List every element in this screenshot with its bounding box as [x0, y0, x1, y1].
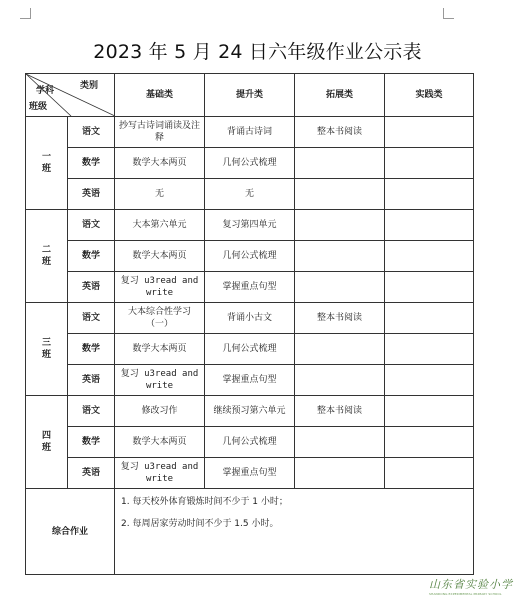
improve-homework-cell: 背诵古诗词 — [205, 117, 295, 148]
table-row — [26, 272, 474, 303]
practice-homework-cell — [385, 241, 474, 272]
expand-homework-cell — [295, 365, 385, 396]
table-row — [26, 334, 474, 365]
improve-homework-cell: 几何公式梳理 — [205, 241, 295, 272]
practice-homework-cell — [385, 365, 474, 396]
practice-homework-cell — [385, 427, 474, 458]
practice-homework-cell — [385, 458, 474, 489]
practice-homework-cell — [385, 179, 474, 210]
page-title: 2023 年 5 月 24 日六年级作业公示表 — [93, 41, 422, 63]
class-name: 四班 — [41, 431, 51, 453]
class-name-cell — [26, 210, 68, 303]
class-name-cell — [26, 303, 68, 396]
subject-cell: 语文 — [68, 396, 115, 427]
practice-homework-cell — [385, 334, 474, 365]
expand-homework-cell — [295, 427, 385, 458]
diagonal-header-cell — [26, 74, 115, 117]
improve-homework-cell: 无 — [205, 179, 295, 210]
header-row — [26, 74, 474, 117]
subject-cell: 英语 — [68, 179, 115, 210]
class-name-cell — [26, 396, 68, 489]
expand-homework-cell: 整本书阅读 — [295, 117, 385, 148]
school-logo-cn: 山东省实验小学 — [429, 578, 513, 591]
homework-table — [25, 73, 474, 575]
column-header-expand: 拓展类 — [295, 74, 385, 117]
practice-homework-cell — [385, 303, 474, 334]
column-header-basic: 基础类 — [115, 74, 205, 117]
basic-homework-cell: 数学大本两页 — [115, 427, 205, 458]
practice-homework-cell — [385, 210, 474, 241]
improve-homework-cell: 继续预习第六单元 — [205, 396, 295, 427]
summary-label: 综合作业 — [26, 489, 115, 575]
subject-cell: 英语 — [68, 272, 115, 303]
page-corner-mark-right — [443, 8, 454, 19]
class-name-cell — [26, 117, 68, 210]
improve-homework-cell: 复习第四单元 — [205, 210, 295, 241]
table-row — [26, 210, 474, 241]
summary-item: 2. 每周居家劳动时间不少于 1.5 小时。 — [121, 519, 279, 529]
improve-homework-cell: 几何公式梳理 — [205, 334, 295, 365]
basic-homework-cell: 复习 u3read and write — [115, 365, 205, 396]
practice-homework-cell — [385, 148, 474, 179]
subject-label: 学科 — [36, 86, 55, 96]
practice-homework-cell — [385, 396, 474, 427]
table-row — [26, 179, 474, 210]
subject-cell: 语文 — [68, 303, 115, 334]
basic-homework-cell: 数学大本两页 — [115, 241, 205, 272]
improve-homework-cell: 几何公式梳理 — [205, 148, 295, 179]
basic-homework-cell: 大本综合性学习（一） — [115, 303, 205, 334]
class-name: 二班 — [41, 245, 51, 267]
category-label: 类别 — [80, 81, 99, 91]
table-row — [26, 148, 474, 179]
basic-homework-cell: 数学大本两页 — [115, 148, 205, 179]
table-row — [26, 241, 474, 272]
expand-homework-cell — [295, 148, 385, 179]
improve-homework-cell: 掌握重点句型 — [205, 458, 295, 489]
improve-homework-cell: 背诵小古文 — [205, 303, 295, 334]
expand-homework-cell: 整本书阅读 — [295, 396, 385, 427]
table-row — [26, 396, 474, 427]
subject-cell: 英语 — [68, 365, 115, 396]
subject-cell: 数学 — [68, 148, 115, 179]
school-logo-en: SHANDONG EXPERIMENTAL PRIMARY SCHOOL — [429, 592, 502, 596]
expand-homework-cell — [295, 179, 385, 210]
summary-items — [115, 489, 474, 575]
column-header-improve: 提升类 — [205, 74, 295, 117]
school-logo — [429, 576, 515, 596]
class-label: 班级 — [29, 102, 48, 112]
improve-homework-cell: 掌握重点句型 — [205, 272, 295, 303]
table-row — [26, 458, 474, 489]
expand-homework-cell — [295, 272, 385, 303]
table-row — [26, 427, 474, 458]
subject-cell: 英语 — [68, 458, 115, 489]
summary-row — [26, 489, 474, 575]
basic-homework-cell: 复习 u3read and write — [115, 458, 205, 489]
expand-homework-cell — [295, 458, 385, 489]
subject-cell: 语文 — [68, 117, 115, 148]
column-header-practice: 实践类 — [385, 74, 474, 117]
table-row — [26, 365, 474, 396]
expand-homework-cell: 整本书阅读 — [295, 303, 385, 334]
subject-cell: 语文 — [68, 210, 115, 241]
class-name: 一班 — [41, 152, 51, 174]
class-name: 三班 — [41, 338, 51, 360]
summary-item: 1. 每天校外体育锻炼时间不少于 1 小时； — [121, 497, 288, 507]
basic-homework-cell: 复习 u3read and write — [115, 272, 205, 303]
table-row — [26, 117, 474, 148]
basic-homework-cell: 抄写古诗词诵读及注释 — [115, 117, 205, 148]
table-row — [26, 303, 474, 334]
practice-homework-cell — [385, 117, 474, 148]
expand-homework-cell — [295, 241, 385, 272]
subject-cell: 数学 — [68, 241, 115, 272]
subject-cell: 数学 — [68, 427, 115, 458]
subject-cell: 数学 — [68, 334, 115, 365]
basic-homework-cell: 大本第六单元 — [115, 210, 205, 241]
improve-homework-cell: 掌握重点句型 — [205, 365, 295, 396]
basic-homework-cell: 数学大本两页 — [115, 334, 205, 365]
basic-homework-cell: 无 — [115, 179, 205, 210]
page-corner-mark-left — [20, 8, 31, 19]
improve-homework-cell: 几何公式梳理 — [205, 427, 295, 458]
basic-homework-cell: 修改习作 — [115, 396, 205, 427]
expand-homework-cell — [295, 334, 385, 365]
practice-homework-cell — [385, 272, 474, 303]
expand-homework-cell — [295, 210, 385, 241]
